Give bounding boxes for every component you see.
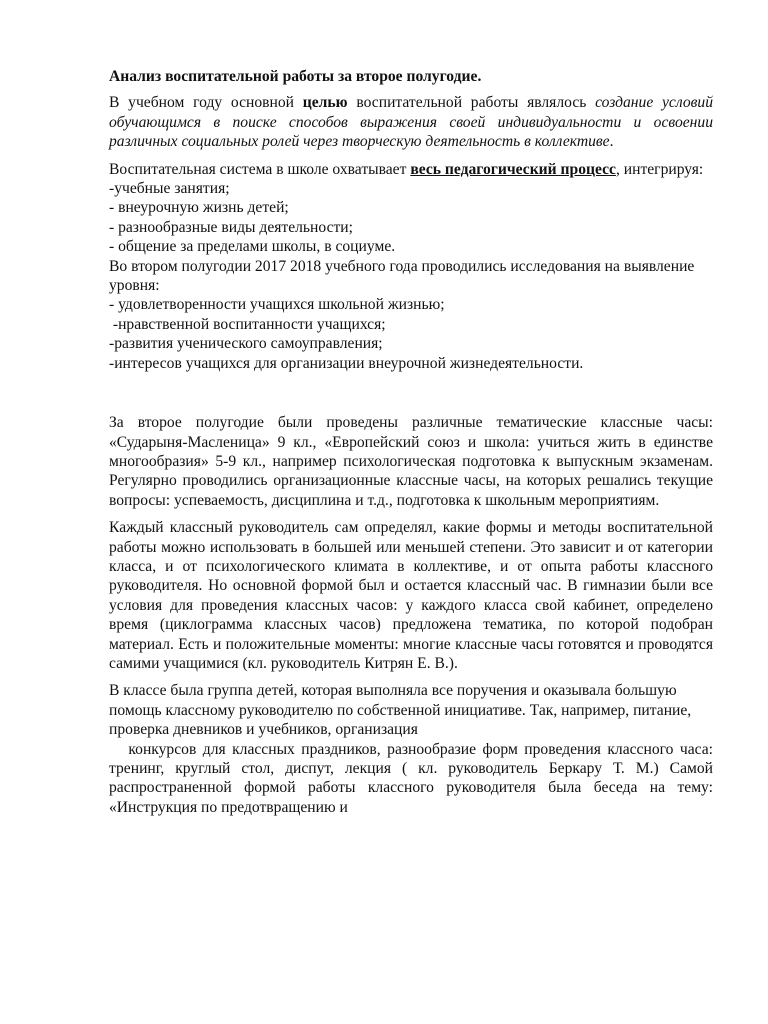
- system-paragraph: [109, 160, 713, 179]
- system-list-item: -учебные занятия;: [109, 180, 230, 198]
- goal-bold: целью: [302, 94, 348, 112]
- document-page: [109, 67, 717, 817]
- system-suffix: , интегрируя:: [615, 160, 704, 178]
- research-intro: Во втором полугодии 2017 2018 учебного года проводились исследования на выявление уровня:: [109, 257, 695, 295]
- goal-paragraph: [109, 93, 713, 151]
- class-hours-paragraph: За второе полугодие были проведены различные тематические классные часы: «Сударыня-Масленица» 9 кл., «Европейский союз и школа: учиться жить в единстве многообразия» 5-9 кл., например психологическая подготовка к выпускным экзаменам. Регулярно проводились организационные классные часы, на которых решались текущие вопросы: успеваемость, дисциплина и т.д., подготовка к школьным мероприятиям.: [109, 414, 713, 509]
- system-list-item: - разнообразные виды деятельности;: [109, 218, 353, 236]
- group-paragraph: В классе была группа детей, которая выполняла все поручения и оказывала большую помощь классному руководителю по собственной инициативе. Так, например, питание, проверка дневников и учебников, организация: [109, 682, 692, 739]
- research-list-item: -интересов учащихся для организации внеурочной жизнедеятельности.: [109, 354, 584, 372]
- system-prefix: Воспитательная система в школе охватывает: [109, 160, 411, 178]
- class-teacher-paragraph: Каждый классный руководитель сам определял, какие формы и методы воспитательной работы можно использовать в большей или меньшей степени. Это зависит и от категории класса, и от психологического климата в коллективе, и от опыта работы классного руководителя. Но основной формой был и остается классный час. В гимназии были все условия для проведения классных часов: у каждого класса свой кабинет, определено время (циклограмма классных часов) предложена тематика, по которой подобран материал. Есть и положительные моменты: многие классные часы готовятся и проводятся самими учащимися (кл. руководитель Китрян Е. В.).: [109, 519, 713, 672]
- system-list-item: - внеурочную жизнь детей;: [109, 199, 289, 217]
- goal-end: .: [609, 133, 614, 151]
- goal-prefix: В учебном году основной: [109, 94, 303, 112]
- spacer: [109, 373, 713, 413]
- system-underlined: весь педагогический процесс: [410, 160, 616, 178]
- document-title: Анализ воспитательной работы за второе полугодие.: [109, 68, 482, 85]
- goal-middle: воспитательной работы являлось: [347, 94, 596, 112]
- contests-paragraph: конкурсов для классных праздников, разнообразие форм проведения классного часа: тренинг, круглый стол, диспут, лекция ( кл. руководитель Беркару Т. М.) Самой распространенной формой работы классного руководителя была беседа на тему: «Инструкция по предотвращению и: [109, 740, 717, 816]
- research-list-item: -нравственной воспитанности учащихся;: [109, 315, 386, 333]
- system-list-item: - общение за пределами школы, в социуме.: [109, 238, 396, 256]
- goal-italic: создание условий обучающимся в поиске способов выражения своей индивидуальности и освоении различных социальных ролей через творческую деятельность в коллективе: [109, 94, 713, 151]
- research-list-item: -развития ученического самоуправления;: [109, 335, 383, 353]
- research-list-item: - удовлетворенности учащихся школьной жизнью;: [109, 296, 445, 314]
